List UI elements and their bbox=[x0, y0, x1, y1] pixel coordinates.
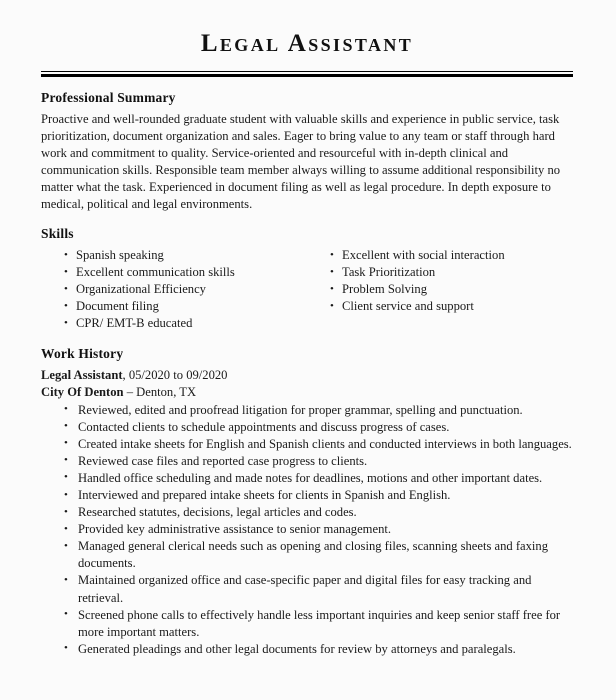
list-item: • Generated pleadings and other legal documents for review by attorneys and paralegals. bbox=[64, 641, 573, 658]
section-heading-skills: Skills bbox=[41, 226, 74, 242]
list-item: • Interviewed and prepared intake sheets for clients in Spanish and English. bbox=[64, 487, 573, 504]
page-title: Legal Assistant bbox=[200, 30, 414, 57]
title-divider bbox=[41, 71, 573, 77]
list-item: • Created intake sheets for English and Spanish clients and conducted interviews in both languages. bbox=[64, 436, 573, 453]
job-location: – Denton, TX bbox=[123, 385, 197, 400]
work-history-section bbox=[41, 346, 573, 658]
summary-paragraph: Proactive and well-rounded graduate student with valuable skills and experience in public service, task prioritization, document organization and sales. Eager to bring value to any team or staff through hard work and commitment to quality. Service-oriented and resourceful with in-depth clinical and communication skills. Responsible team member always willing to assume additional responsibility no matter what the task. Experienced in document filing as well as legal procedure. In depth exposure to medical, political and legal environments. bbox=[41, 111, 561, 211]
skills-section bbox=[41, 226, 573, 332]
list-item: • Reviewed case files and reported case progress to clients. bbox=[64, 453, 573, 470]
list-item: • Handled office scheduling and made notes for deadlines, motions and other important dates. bbox=[64, 470, 573, 487]
job-position: Legal Assistant bbox=[41, 367, 123, 382]
job-dates: , 05/2020 to 09/2020 bbox=[122, 367, 228, 382]
list-item: • Spanish speaking bbox=[64, 247, 307, 264]
skills-column-right bbox=[307, 247, 573, 332]
professional-summary-section bbox=[41, 90, 573, 214]
list-item: • Document filing bbox=[64, 298, 307, 315]
list-item: • Reviewed, edited and proofread litigation for proper grammar, spelling and punctuation. bbox=[64, 402, 573, 419]
section-heading-work-history: Work History bbox=[41, 345, 124, 361]
list-item: • Task Prioritization bbox=[330, 264, 573, 281]
list-item: • Researched statutes, decisions, legal articles and codes. bbox=[64, 504, 573, 521]
list-item: • Maintained organized office and case-specific paper and digital files for easy tracking and retrieval. bbox=[64, 572, 573, 606]
list-item: • Problem Solving bbox=[330, 281, 573, 298]
list-item: • CPR/ EMT-B educated bbox=[64, 315, 307, 332]
list-item: • Contacted clients to schedule appointments and discuss progress of cases. bbox=[64, 419, 573, 436]
skills-list-left bbox=[41, 247, 307, 332]
list-item: • Organizational Efficiency bbox=[64, 281, 307, 298]
job-position-line bbox=[41, 367, 573, 385]
section-heading-summary: Professional Summary bbox=[41, 89, 176, 105]
job-entry bbox=[41, 367, 573, 658]
list-item: • Excellent communication skills bbox=[64, 264, 307, 281]
list-item: • Managed general clerical needs such as opening and closing files, scanning sheets and faxing documents. bbox=[64, 538, 573, 572]
list-item: • Provided key administrative assistance to senior management. bbox=[64, 521, 573, 538]
job-responsibilities-list bbox=[41, 402, 573, 658]
skills-column-left bbox=[41, 247, 307, 332]
list-item: • Excellent with social interaction bbox=[330, 247, 573, 264]
list-item: • Client service and support bbox=[330, 298, 573, 315]
skills-columns bbox=[41, 247, 573, 332]
job-company-line bbox=[41, 384, 573, 402]
job-company: City Of Denton bbox=[41, 385, 124, 400]
list-item: • Screened phone calls to effectively handle less important inquiries and keep senior staff free for more important matters. bbox=[64, 607, 573, 641]
skills-list-right bbox=[307, 247, 573, 315]
